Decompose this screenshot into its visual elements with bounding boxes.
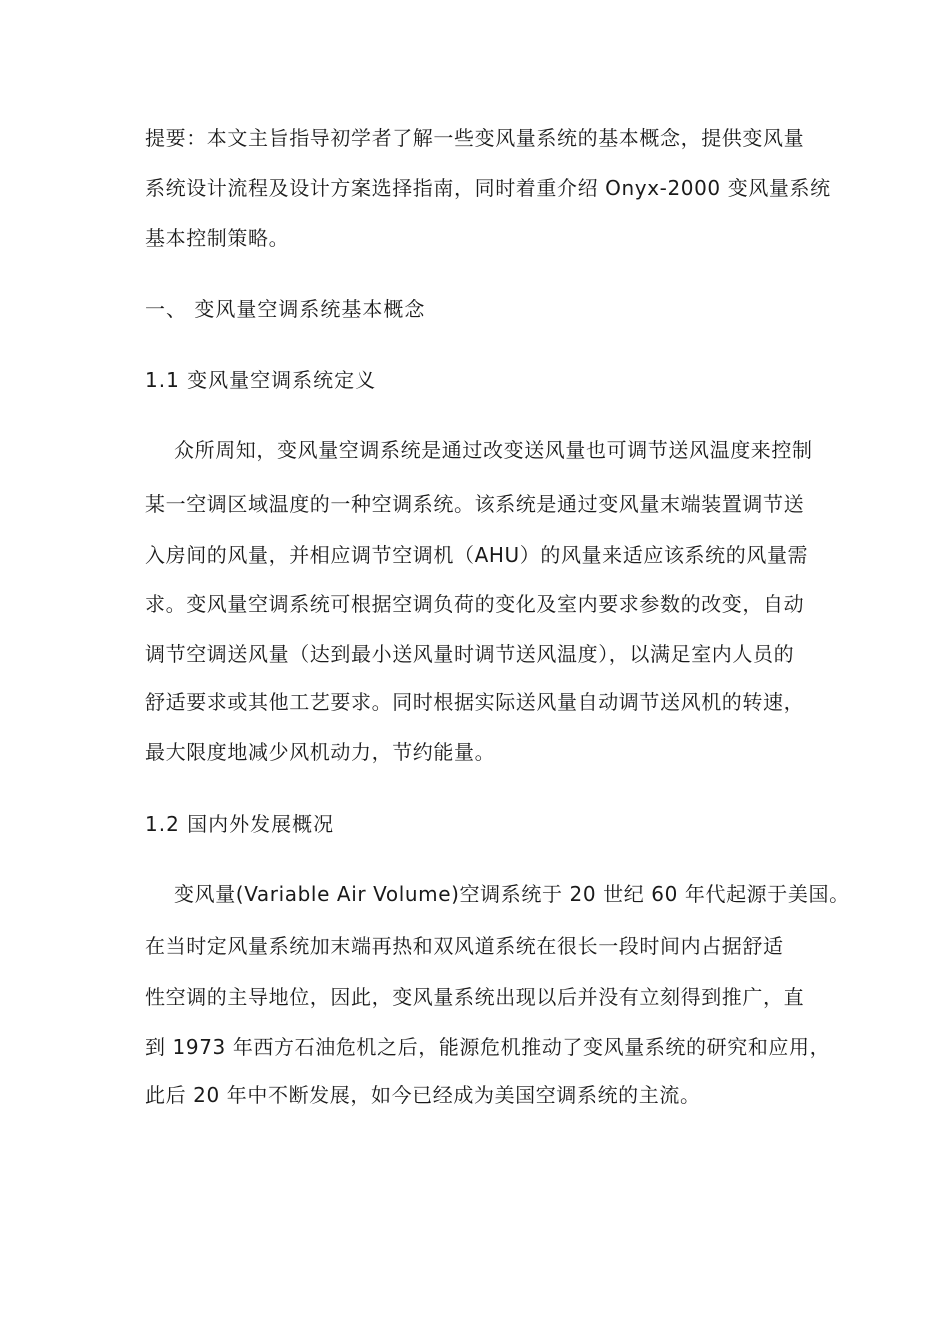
section-1-1-line-5: 调节空调送风量（达到最小送风量时调节送风温度），以满足室内人员的: [145, 642, 795, 666]
section-1-2-heading: 1.2 国内外发展概况: [145, 812, 335, 836]
section-1-2-line-4: 到 1973 年西方石油危机之后，能源危机推动了变风量系统的研究和应用，: [145, 1035, 831, 1059]
section-1-1-line-2: 某一空调区域温度的一种空调系统。该系统是通过变风量末端装置调节送: [145, 492, 805, 516]
abstract-line-3: 基本控制策略。: [145, 226, 290, 250]
abstract-line-2: 系统设计流程及设计方案选择指南，同时着重介绍 Onyx-2000 变风量系统: [145, 176, 831, 200]
section-1-1-line-7: 最大限度地减少风机动力，节约能量。: [145, 740, 496, 764]
section-1-2-line-1: 变风量(Variable Air Volume)空调系统于 20 世纪 60 年代起源于美国。: [174, 882, 850, 906]
section-1-1-line-3: 入房间的风量，并相应调节空调机（AHU）的风量来适应该系统的风量需: [145, 543, 809, 567]
section-1-2-line-2: 在当时定风量系统加末端再热和双风道系统在很长一段时间内占据舒适: [145, 934, 784, 958]
section-1-1-heading: 1.1 变风量空调系统定义: [145, 368, 377, 392]
section-1-1-line-1: 众所周知，变风量空调系统是通过改变送风量也可调节送风温度来控制: [174, 438, 813, 462]
section-1-2-line-5: 此后 20 年中不断发展，如今已经成为美国空调系统的主流。: [145, 1083, 701, 1107]
section-1-heading: 一、 变风量空调系统基本概念: [145, 297, 426, 321]
section-1-1-line-6: 舒适要求或其他工艺要求。同时根据实际送风量自动调节送风机的转速，: [145, 690, 805, 714]
abstract-line-1: 提要：本文主旨指导初学者了解一些变风量系统的基本概念，提供变风量: [145, 126, 805, 150]
section-1-1-line-4: 求。变风量空调系统可根据空调负荷的变化及室内要求参数的改变，自动: [145, 592, 805, 616]
section-1-2-line-3: 性空调的主导地位，因此，变风量系统出现以后并没有立刻得到推广，直: [145, 985, 805, 1009]
